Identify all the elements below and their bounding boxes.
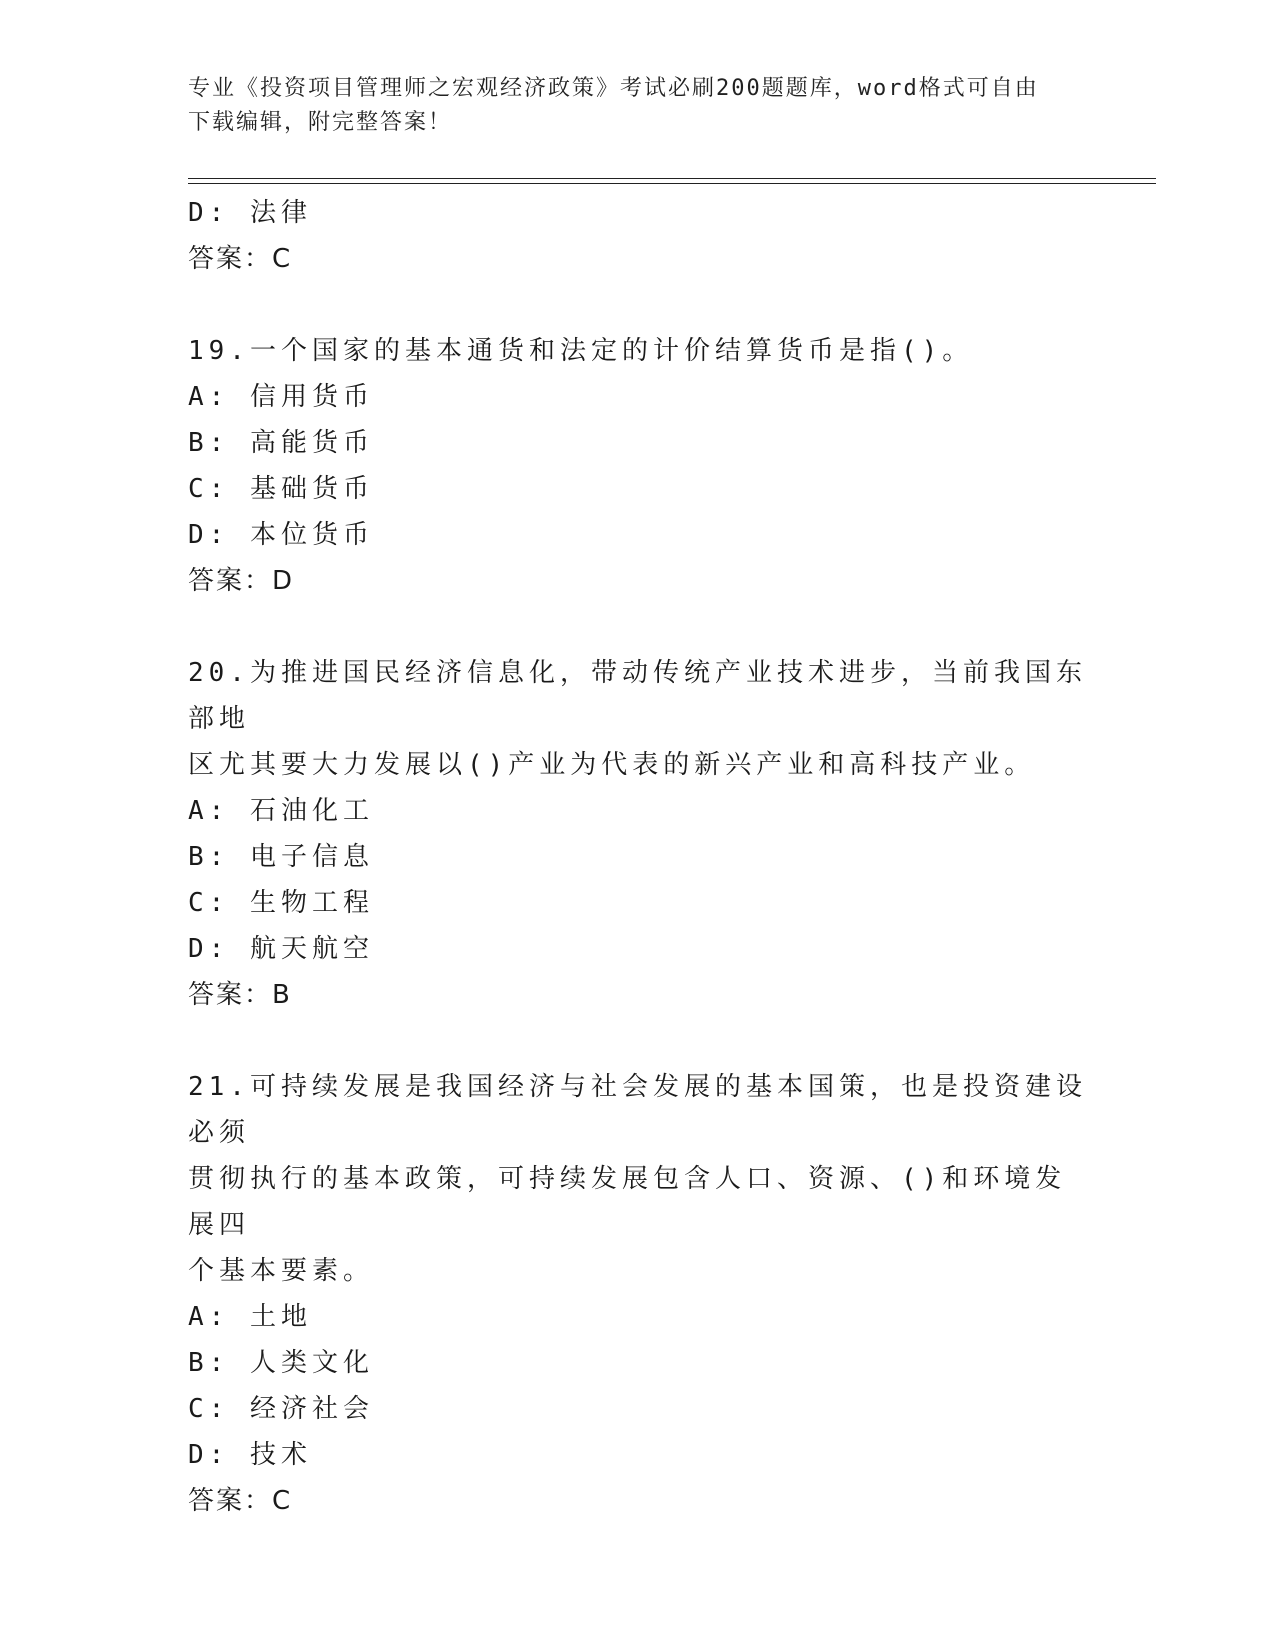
answer-line: 答案：C — [188, 1486, 293, 1516]
option-a: A: 石油化工 — [188, 796, 374, 826]
question-stem-line-2: 区尤其要大力发展以()产业为代表的新兴产业和高科技产业。 — [188, 750, 1036, 780]
option-b: B: 人类文化 — [188, 1348, 374, 1378]
header-title-line-1: 专业《投资项目管理师之宏观经济政策》考试必刷200题题库，word格式可自由 — [188, 76, 1039, 101]
question-stem-line-2: 贯彻执行的基本政策，可持续发展包含人口、资源、()和环境发展四 — [188, 1164, 1067, 1240]
header-divider-bottom — [188, 183, 1156, 184]
question-stem: 19.一个国家的基本通货和法定的计价结算货币是指()。 — [188, 336, 974, 366]
option-a: A: 土地 — [188, 1302, 312, 1332]
question-block-20 — [188, 650, 1088, 1018]
option-d: D: 法律 — [188, 198, 312, 228]
option-c: C: 生物工程 — [188, 888, 374, 918]
question-content — [188, 190, 1088, 1524]
question-stem-line-1: 21.可持续发展是我国经济与社会发展的基本国策，也是投资建设必须 — [188, 1072, 1087, 1148]
answer-line: 答案：C — [188, 244, 293, 274]
header-divider-top — [188, 178, 1156, 179]
option-d: D: 航天航空 — [188, 934, 374, 964]
option-a: A: 信用货币 — [188, 382, 374, 412]
option-c: C: 基础货币 — [188, 474, 374, 504]
header-title-line-2: 下载编辑，附完整答案！ — [188, 110, 453, 135]
option-c: C: 经济社会 — [188, 1394, 374, 1424]
spacer — [188, 282, 1088, 328]
question-block-21 — [188, 1064, 1088, 1524]
question-stem-line-3: 个基本要素。 — [188, 1256, 375, 1286]
spacer — [188, 1018, 1088, 1064]
question-block-19 — [188, 328, 1088, 604]
option-d: D: 技术 — [188, 1440, 312, 1470]
question-stem-line-1: 20.为推进国民经济信息化，带动传统产业技术进步，当前我国东部地 — [188, 658, 1087, 734]
option-b: B: 高能货币 — [188, 428, 374, 458]
option-b: B: 电子信息 — [188, 842, 374, 872]
spacer — [188, 604, 1088, 650]
answer-line: 答案：B — [188, 980, 292, 1010]
answer-line: 答案：D — [188, 566, 295, 596]
question-block-18-tail — [188, 190, 1088, 282]
option-d: D: 本位货币 — [188, 520, 374, 550]
page-header — [188, 72, 1068, 140]
